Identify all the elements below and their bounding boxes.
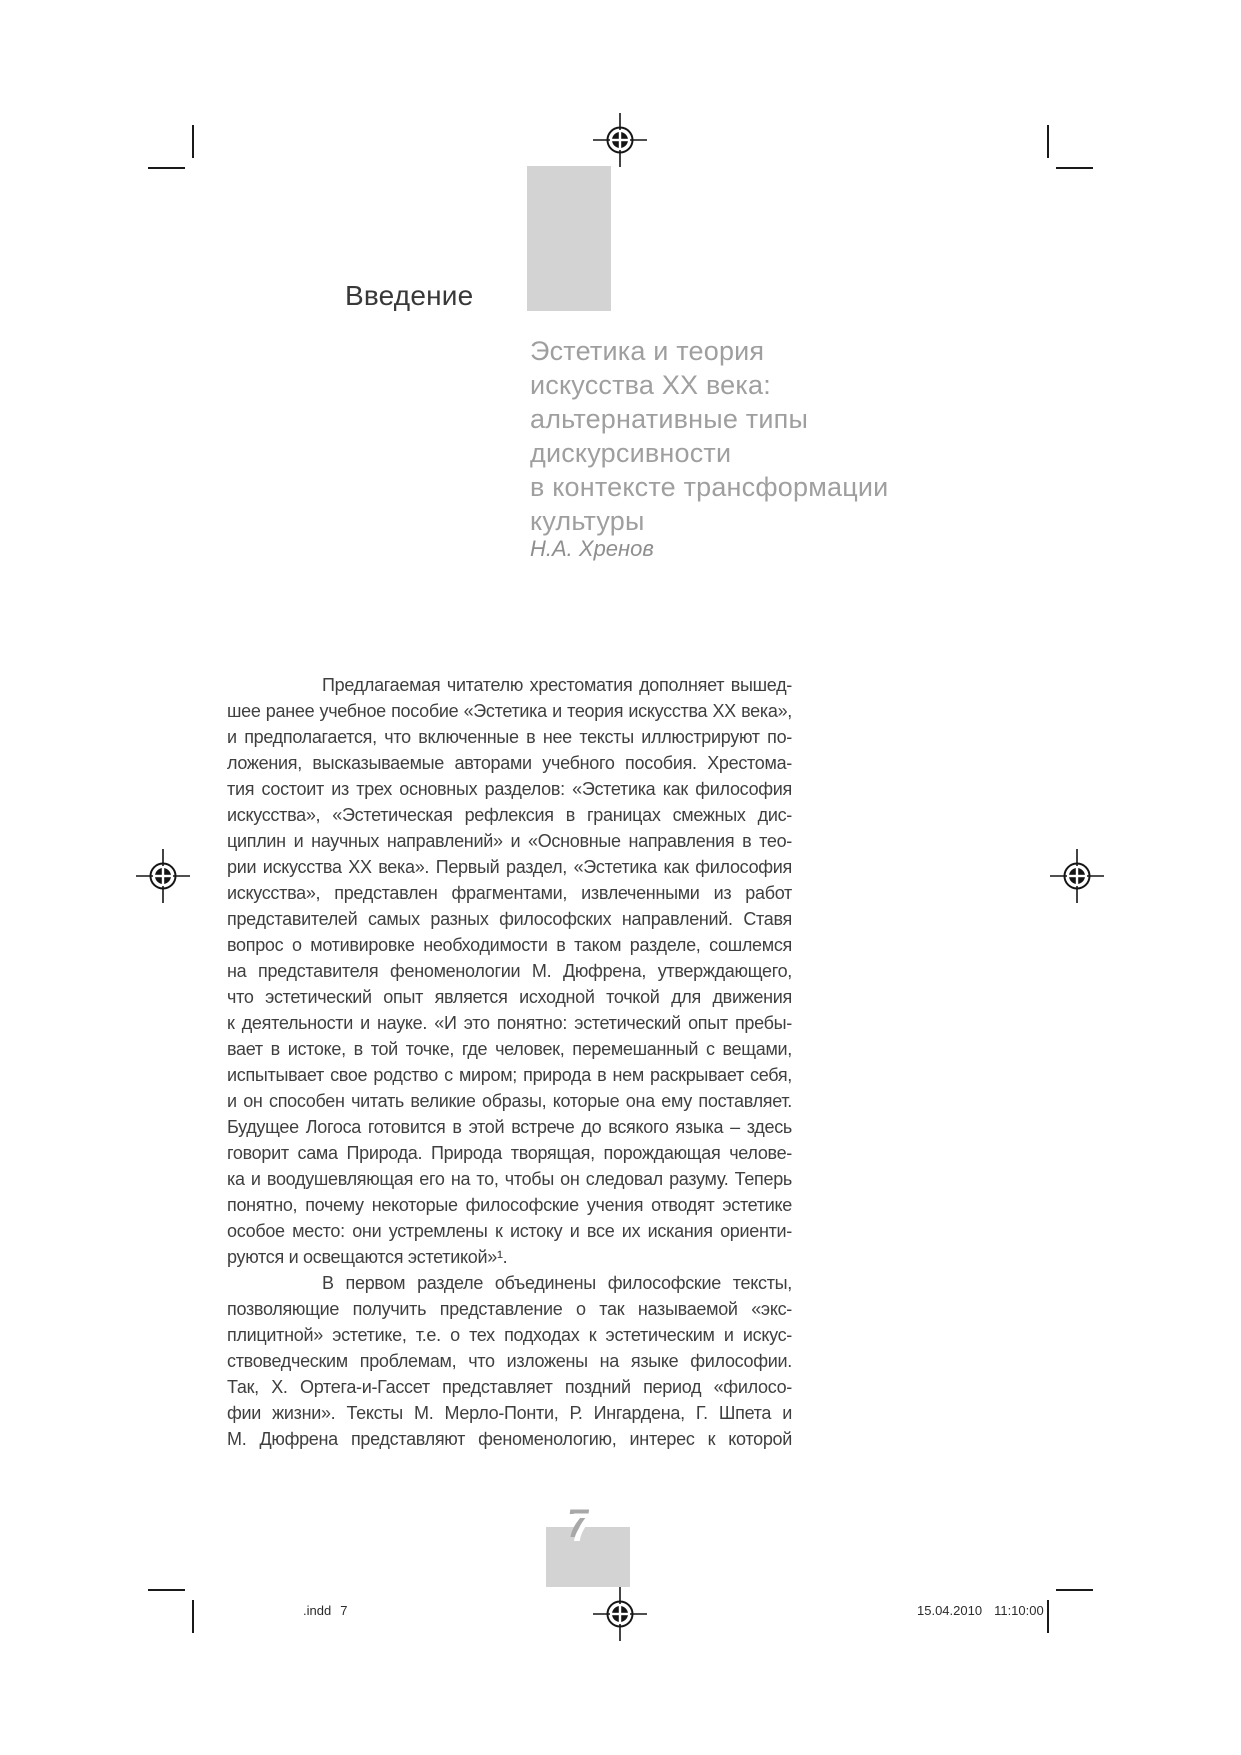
book-title-line: Эстетика и теория	[530, 336, 765, 366]
footer-time: 11:10:00	[994, 1603, 1044, 1618]
book-title-line: альтернативные типы	[530, 404, 809, 434]
body-line: позволяющие получить представление о так называемой «экс-	[227, 1299, 792, 1319]
body-line: и он способен читать великие образы, которые она ему поставляет.	[227, 1091, 792, 1111]
body-line: понятно, почему некоторые философские учения отводят эстетике	[227, 1195, 792, 1215]
body-line: М. Дюфрена представляют феноменологию, интерес к которой	[227, 1429, 792, 1449]
book-title-line: дискурсивности	[530, 438, 732, 468]
body-line: шее ранее учебное пособие «Эстетика и теория искусства ХХ века»,	[227, 701, 792, 721]
crop-mark-top-right-vertical	[1047, 125, 1049, 158]
footer-file-label: .indd	[303, 1603, 332, 1618]
footer-timestamp	[917, 1603, 1044, 1618]
book-title-line: культуры	[530, 506, 645, 536]
crop-mark-top-left-horizontal	[148, 167, 185, 169]
book-title-line: в контексте трансформации	[530, 472, 889, 502]
crop-mark-top-left-vertical	[192, 125, 194, 158]
body-line: и предполагается, что включенные в нее тексты иллюстрируют по-	[227, 727, 792, 747]
registration-mark-icon-left	[135, 848, 191, 904]
body-line: особое место: они устремлены к истоку и все их искания ориенти-	[227, 1221, 792, 1241]
body-line: испытывает свое родство с миром; природа в нем раскрывает себя,	[227, 1065, 792, 1085]
body-line: искусства», «Эстетическая рефлексия в границах смежных дис-	[227, 805, 792, 825]
registration-mark-icon-bottom	[592, 1586, 648, 1642]
body-line: рии искусства ХХ века». Первый раздел, «Эстетика как философия	[227, 857, 792, 877]
crop-mark-bottom-right-horizontal	[1056, 1589, 1093, 1591]
author-name: Н.А. Хренов	[530, 536, 654, 561]
body-line: Предлагаемая читателю хрестоматия дополняет вышед-	[322, 675, 792, 695]
registration-mark-icon-right	[1049, 848, 1105, 904]
registration-mark-icon-top	[592, 112, 648, 168]
body-line: говорит сама Природа. Природа творящая, порождающая челове-	[227, 1143, 792, 1163]
chapter-heading: Введение	[345, 280, 474, 311]
body-line: руются и освещаются эстетикой»¹.	[227, 1247, 508, 1267]
footer-page-number: 7	[340, 1603, 348, 1618]
footer-file-info	[303, 1603, 347, 1618]
body-line: тия состоит из трех основных разделов: «Эстетика как философия	[227, 779, 792, 799]
body-line: циплин и научных направлений» и «Основные направления в тео-	[227, 831, 792, 851]
body-line: искусства», представлен фрагментами, извлеченными из работ	[227, 883, 792, 903]
body-line: ствоведческим проблемам, что изложены на языке философии.	[227, 1351, 792, 1371]
body-line: ка и воодушевляющая его на то, чтобы он следовал разуму. Теперь	[227, 1169, 792, 1189]
book-title-line: искусства ХХ века:	[530, 370, 771, 400]
body-line: вопрос о мотивировке необходимости в таком разделе, сошлемся	[227, 935, 792, 955]
book-title	[530, 334, 960, 538]
body-line: что эстетический опыт является исходной точкой для движения	[227, 987, 792, 1007]
body-line: Будущее Логоса готовится в этой встрече до всякого языка – здесь	[227, 1117, 792, 1137]
body-line: фии жизни». Тексты М. Мерло-Понти, Р. Ингардена, Г. Шпета и	[227, 1403, 792, 1423]
crop-mark-top-right-horizontal	[1056, 167, 1093, 169]
body-line: на представителя феноменологии М. Дюфрена, утверждающего,	[227, 961, 792, 981]
body-line: к деятельности и науке. «И это понятно: эстетический опыт пребы-	[227, 1013, 792, 1033]
crop-mark-bottom-left-horizontal	[148, 1589, 185, 1591]
body-line: представителей самых разных философских направлений. Ставя	[227, 909, 792, 929]
body-line: плицитной» эстетике, т.е. о тех подходах к эстетическим и искус-	[227, 1325, 792, 1345]
title-gray-block	[527, 166, 611, 311]
body-line: Так, Х. Ортега-и-Гассет представляет поздний период «филосо-	[227, 1377, 792, 1397]
body-line: вает в истоке, в той точке, где человек, перемешанный с вещами,	[227, 1039, 792, 1059]
crop-mark-bottom-right-vertical	[1047, 1600, 1049, 1633]
body-text	[227, 672, 792, 1452]
footer-date: 15.04.2010	[917, 1603, 983, 1618]
body-line: В первом разделе объединены философские тексты,	[322, 1273, 792, 1293]
crop-mark-bottom-left-vertical	[192, 1600, 194, 1633]
page-number-emblem: 7	[566, 1506, 596, 1550]
body-line: ложения, высказываемые авторами учебного пособия. Хрестома-	[227, 753, 792, 773]
